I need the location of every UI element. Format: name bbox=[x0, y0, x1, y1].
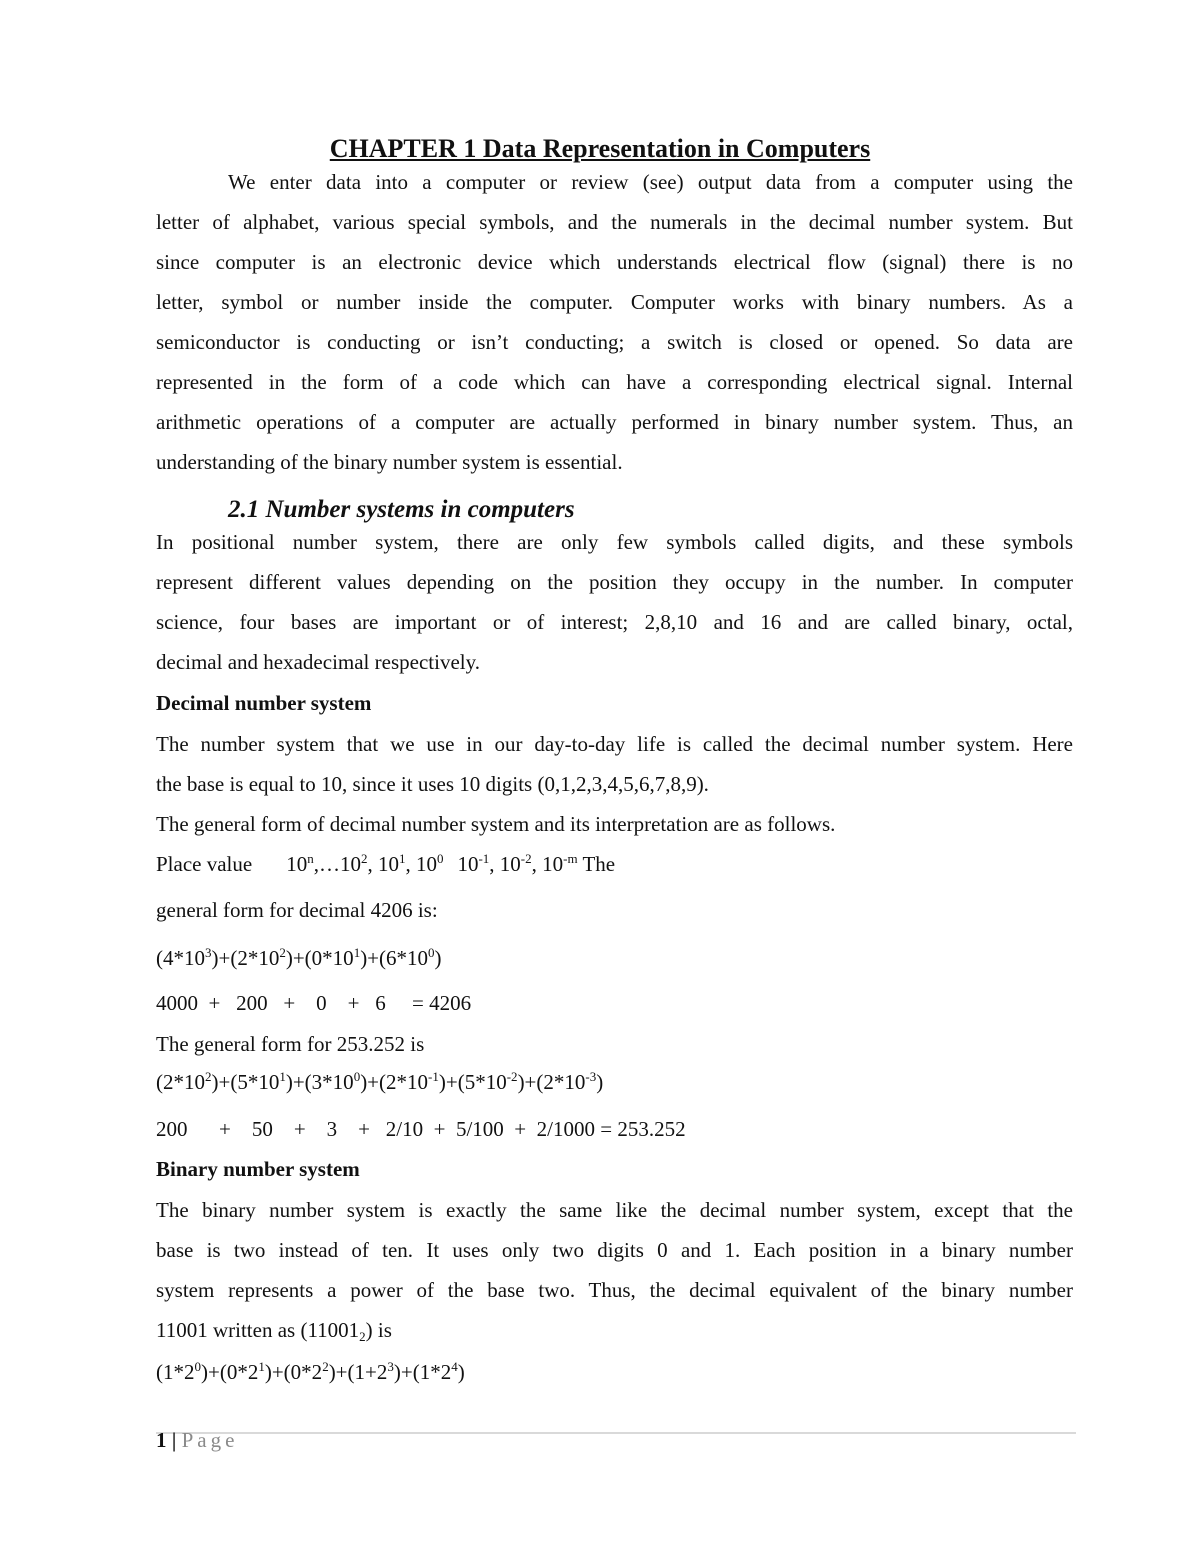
page-number: 1 bbox=[156, 1428, 167, 1452]
binary-line-2: base is two instead of ten. It uses only two digits 0 and 1. Each position in a binary number bbox=[156, 1238, 1073, 1262]
general-form-4206: general form for decimal 4206 is: bbox=[156, 898, 438, 922]
binary-heading: Binary number system bbox=[156, 1157, 360, 1181]
binary-expansion: $(1*2^0)+(0*2^1)+(0*2^2)+(1+2^3)+(1*2^4)$ bbox=[156, 1359, 465, 1384]
expansion-253: $(2*10^2)+(5*10^1)+(3*10^0)+(2*10^{-1})+(5*10^{-2})+(2*10^{-3})$ bbox=[156, 1069, 604, 1094]
decimal-heading: Decimal number system bbox=[156, 691, 372, 715]
footer-rule bbox=[156, 1432, 1076, 1434]
section-heading: 2.1 Number systems in computers bbox=[228, 496, 575, 523]
binary-line-1: The binary number system is exactly the same like the decimal number system, except that the bbox=[156, 1198, 1073, 1222]
page-label: Page bbox=[181, 1428, 239, 1452]
positional-line-3: science, four bases are important or of interest; 2,8,10 and 16 and are called binary, octal, bbox=[156, 610, 1073, 634]
intro-line-1: We enter data into a computer or review (see) output data from a computer using the bbox=[228, 170, 1073, 194]
intro-line-7: arithmetic operations of a computer are actually performed in binary number system. Thus, an bbox=[156, 410, 1073, 434]
chapter-title: CHAPTER 1 Data Representation in Computers bbox=[329, 134, 871, 163]
positional-line-2: represent different values depending on the position they occupy in the number. In computer bbox=[156, 570, 1073, 594]
positional-line-1: In positional number system, there are only few symbols called digits, and these symbols bbox=[156, 530, 1073, 554]
sum-253: 200 + 50 + 3 + 2/10 + 5/100 + 2/1000 = 253.252 bbox=[156, 1117, 686, 1141]
intro-line-8: understanding of the binary number system is essential. bbox=[156, 450, 623, 474]
binary-line-4 bbox=[156, 1317, 1073, 1343]
intro-line-2: letter of alphabet, various special symbols, and the numerals in the decimal number system. But bbox=[156, 210, 1073, 234]
binary-line-3: system represents a power of the base two. Thus, the decimal equivalent of the binary number bbox=[156, 1278, 1073, 1302]
binary-line-4-prefix: 11001 written as (11001 bbox=[156, 1318, 360, 1342]
decimal-line-2: the base is equal to 10, since it uses 10 digits (0,1,2,3,4,5,6,7,8,9). bbox=[156, 772, 709, 796]
expansion-4206: $(4*10^3)+(2*10^2)+(0*10^1)+(6*10^0)$ bbox=[156, 945, 442, 970]
intro-line-4: letter, symbol or number inside the computer. Computer works with binary numbers. As a bbox=[156, 290, 1073, 314]
intro-line-5: semiconductor is conducting or isn’t conducting; a switch is closed or opened. So data are bbox=[156, 330, 1073, 354]
decimal-line-1: The number system that we use in our day-to-day life is called the decimal number system. Here bbox=[156, 732, 1073, 756]
footer-separator: | bbox=[171, 1428, 177, 1452]
general-form-253: The general form for 253.252 is bbox=[156, 1032, 425, 1056]
positional-line-4: decimal and hexadecimal respectively. bbox=[156, 650, 480, 674]
intro-line-6: represented in the form of a code which can have a corresponding electrical signal. Internal bbox=[156, 370, 1073, 394]
binary-line-4-suffix: ) is bbox=[365, 1318, 392, 1342]
binary-subscript: 2 bbox=[359, 1329, 366, 1344]
page-footer bbox=[156, 1428, 238, 1452]
place-value-line bbox=[156, 851, 1073, 877]
sum-4206: 4000 + 200 + 0 + 6 = 4206 bbox=[156, 991, 472, 1015]
decimal-line-3: The general form of decimal number system and its interpretation are as follows. bbox=[156, 812, 836, 836]
place-value-formula: $10^n,\dots 10^2$, $10^1$, $10^0$ $10^{-1}$, $10^{-2}$, $10^{-m}$ bbox=[286, 851, 578, 876]
place-value-label: Place value bbox=[156, 852, 253, 876]
intro-line-3: since computer is an electronic device which understands electrical flow (signal) there is no bbox=[156, 250, 1073, 274]
place-value-tail: The bbox=[582, 852, 616, 876]
